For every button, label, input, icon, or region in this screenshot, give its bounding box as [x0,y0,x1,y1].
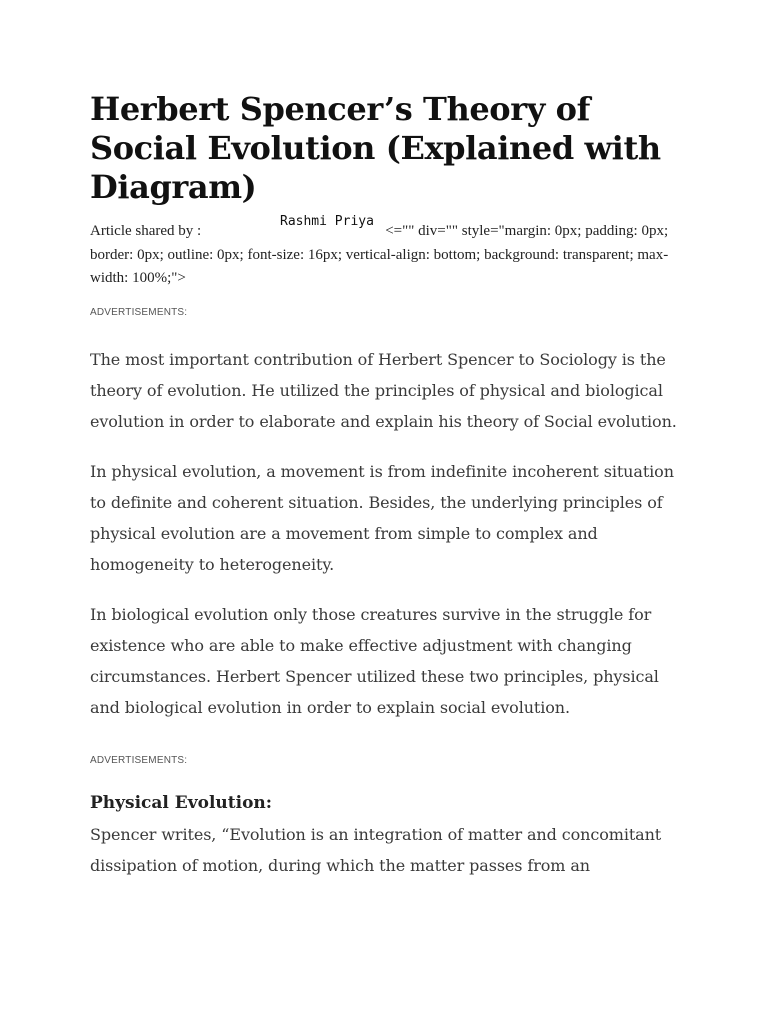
paragraph-biological-evolution: In biological evolution only those creatures survive in the struggle for existence who are able to make effective adjustment with changing circumstances. Herbert Spencer utilized these two principles, physical and biological evolution in order to explain social evolution. [90,604,659,717]
paragraph-physical-evolution: In physical evolution, a movement is from indefinite incoherent situation to definite and coherent situation. Besides, the underlying principles of physical evolution are a movement from simple to complex and homogeneity to heterogeneity. [90,461,674,574]
author-name[interactable]: Rashmi Priya [280,214,374,229]
stray-markup-text: <="" div="" style="margin: 0px; padding: 0px; border: 0px; outline: 0px; font-size: 16px; vertical-align: bottom; background: transparent; max-width: 100%;"> [90,223,669,286]
paragraph-intro: The most important contribution of Herbert Spencer to Sociology is the theory of evolution. He utilized the principles of physical and biological evolution in order to elaborate and explain his theory of Social evolution. [90,349,677,431]
article-page [90,90,690,881]
byline [90,214,690,291]
article-title: Herbert Spencer’s Theory of Social Evolution (Explained with Diagram) [90,90,661,206]
paragraph-spencer-quote: Spencer writes, “Evolution is an integration of matter and concomitant dissipation of motion, during which the matter passes from an [90,824,662,875]
byline-label: Article shared by : [90,223,202,239]
section-heading: Physical Evolution: [90,792,273,813]
advertisements-label: ADVERTISEMENTS: [90,754,188,766]
advertisements-label: ADVERTISEMENTS: [90,306,188,318]
